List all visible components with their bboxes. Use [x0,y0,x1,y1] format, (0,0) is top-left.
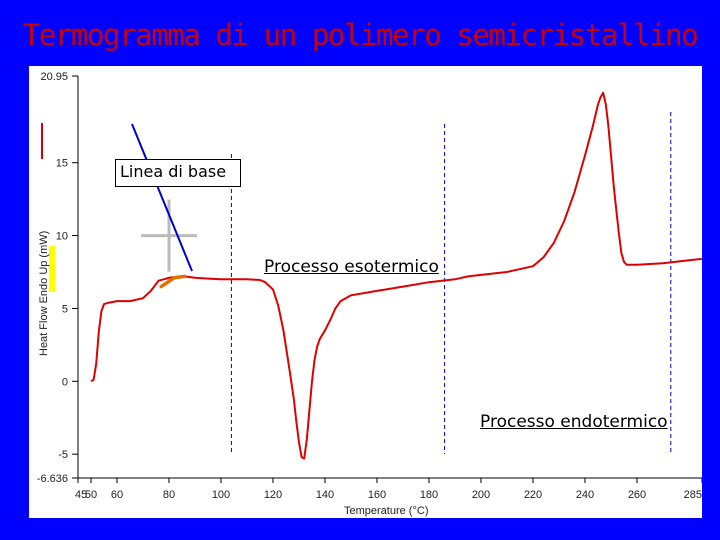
x-tick-label: 100 [211,489,231,501]
x-tick-label: 80 [162,489,176,501]
x-tick-label: 180 [419,489,439,501]
y-tick-label: 0 [61,376,68,389]
y-tick-label: 20.95 [40,71,68,83]
x-tick-label: 220 [523,489,543,501]
x-tick-label: 260 [627,489,647,501]
x-tick-label: 50 [84,489,98,501]
endothermic-callout: Processo endotermico [480,412,668,432]
x-tick-label: 285 [683,489,702,501]
exothermic-callout: Processo esotermico [264,257,439,277]
y-axis-label: Heat Flow Endo Up (mW) [38,230,50,356]
x-tick-label: 160 [367,489,387,501]
axes [38,76,702,517]
x-tick-label: 240 [575,489,595,501]
y-tick-label: -5 [58,449,68,462]
baseline-pointer-line [132,124,192,271]
y-tick-label: 15 [55,157,68,170]
dsc-chart [29,66,702,518]
chart-frame [29,66,702,518]
x-tick-label: 60 [110,489,124,501]
x-tick-label: 120 [263,489,283,501]
x-ticks [75,478,702,501]
x-tick-label: 200 [471,489,491,501]
x-axis-label: Temperature (°C) [344,505,429,517]
x-tick-label: 45 [75,489,88,501]
baseline-callout: Linea di base [115,159,241,187]
y-tick-label: 10 [55,230,68,243]
y-tick-label: -6.636 [36,473,68,485]
slide-title: Termogramma di un polimero semicristallino [22,18,698,52]
y-tick-label: 5 [61,303,68,316]
baseline-segment [161,276,184,286]
x-tick-label: 140 [315,489,335,501]
